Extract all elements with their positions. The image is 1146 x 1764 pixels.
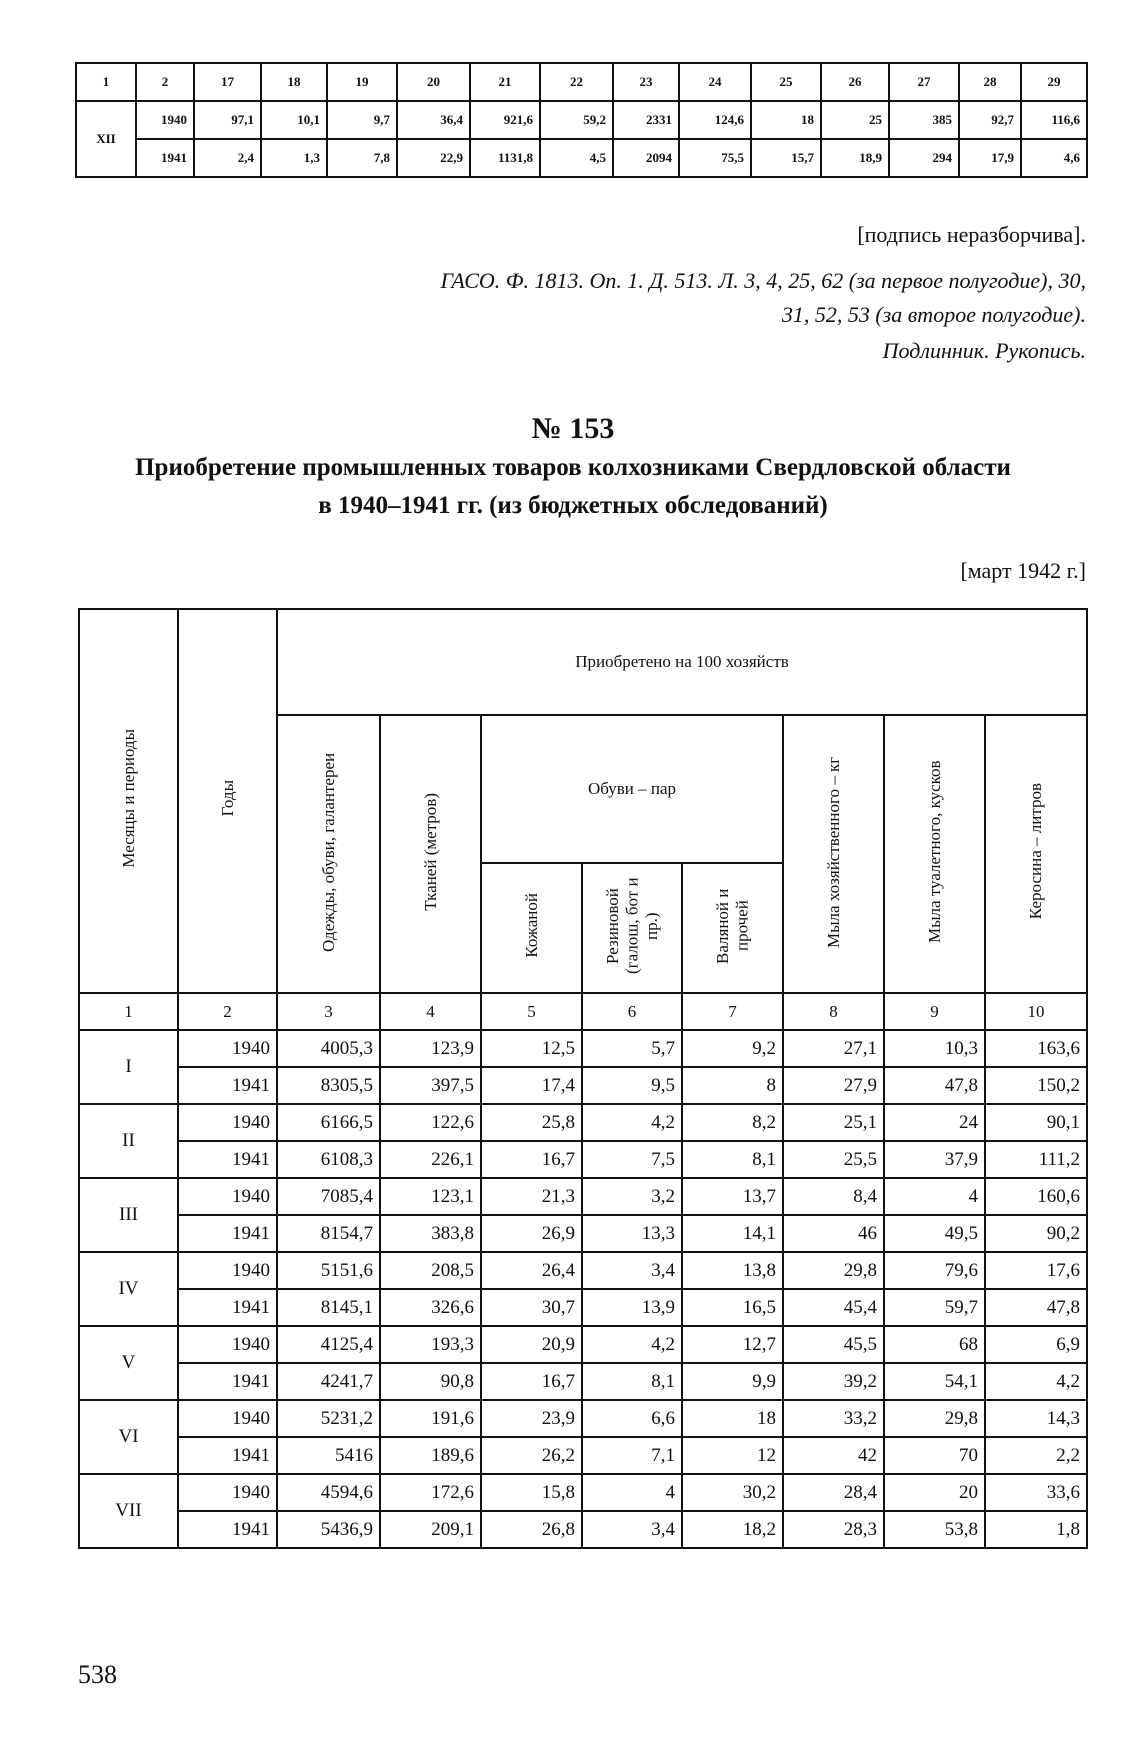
value-cell: 28,3	[783, 1511, 884, 1548]
column-number: 3	[277, 993, 380, 1030]
value-cell: 18	[682, 1400, 783, 1437]
value-cell: 7085,4	[277, 1178, 380, 1215]
value-cell: 18	[751, 101, 821, 139]
value-cell: 17,6	[985, 1252, 1087, 1289]
value-cell: 15,7	[751, 139, 821, 177]
value-cell: 59,7	[884, 1289, 985, 1326]
value-cell: 13,7	[682, 1178, 783, 1215]
header-kerosene: Керосина – литров	[985, 715, 1087, 993]
value-cell: 5,7	[582, 1030, 682, 1067]
value-cell: 2,4	[194, 139, 261, 177]
value-cell: 12	[682, 1437, 783, 1474]
table-row	[79, 1437, 1087, 1474]
table-row	[79, 1104, 1087, 1141]
continued-table	[75, 62, 1088, 178]
column-number: 22	[540, 63, 613, 101]
table-row	[79, 1141, 1087, 1178]
value-cell: 4	[884, 1178, 985, 1215]
value-cell: 1941	[178, 1067, 277, 1104]
value-cell: 4,2	[582, 1104, 682, 1141]
value-cell: 9,9	[682, 1363, 783, 1400]
value-cell: 9,2	[682, 1030, 783, 1067]
table-row	[79, 1511, 1087, 1548]
value-cell: 1940	[178, 1252, 277, 1289]
header-years: Годы	[178, 609, 277, 993]
value-cell: 1131,8	[470, 139, 540, 177]
column-number: 28	[959, 63, 1021, 101]
value-cell: 150,2	[985, 1067, 1087, 1104]
value-cell: 4594,6	[277, 1474, 380, 1511]
value-cell: 4125,4	[277, 1326, 380, 1363]
value-cell: 13,9	[582, 1289, 682, 1326]
value-cell: 10,3	[884, 1030, 985, 1067]
month-cell: IV	[79, 1252, 178, 1326]
value-cell: 33,2	[783, 1400, 884, 1437]
value-cell: 15,8	[481, 1474, 582, 1511]
value-cell: 49,5	[884, 1215, 985, 1252]
value-cell: 4,6	[1021, 139, 1087, 177]
value-cell: 26,8	[481, 1511, 582, 1548]
value-cell: 397,5	[380, 1067, 481, 1104]
value-cell: 193,3	[380, 1326, 481, 1363]
value-cell: 21,3	[481, 1178, 582, 1215]
value-cell: 3,4	[582, 1252, 682, 1289]
header-soap-toilet: Мыла туалетного, кусков	[884, 715, 985, 993]
table-row	[79, 1474, 1087, 1511]
value-cell: 59,2	[540, 101, 613, 139]
month-cell: VI	[79, 1400, 178, 1474]
table-row	[76, 139, 1087, 177]
column-number: 4	[380, 993, 481, 1030]
column-number: 9	[884, 993, 985, 1030]
document-number: № 153	[531, 412, 615, 445]
column-number: 5	[481, 993, 582, 1030]
purchases-table	[78, 608, 1088, 1549]
value-cell: 28,4	[783, 1474, 884, 1511]
value-cell: 160,6	[985, 1178, 1087, 1215]
table-row	[79, 1252, 1087, 1289]
value-cell: 29,8	[783, 1252, 884, 1289]
value-cell: 1941	[178, 1363, 277, 1400]
value-cell: 226,1	[380, 1141, 481, 1178]
table-row	[79, 1178, 1087, 1215]
table-row	[79, 1215, 1087, 1252]
value-cell: 16,7	[481, 1141, 582, 1178]
value-cell: 122,6	[380, 1104, 481, 1141]
column-number: 1	[76, 63, 136, 101]
table-row	[79, 1363, 1087, 1400]
value-cell: 54,1	[884, 1363, 985, 1400]
value-cell: 8	[682, 1067, 783, 1104]
value-cell: 294	[889, 139, 959, 177]
value-cell: 25,1	[783, 1104, 884, 1141]
value-cell: 4,2	[582, 1326, 682, 1363]
value-cell: 90,2	[985, 1215, 1087, 1252]
value-cell: 4,5	[540, 139, 613, 177]
value-cell: 53,8	[884, 1511, 985, 1548]
value-cell: 42	[783, 1437, 884, 1474]
column-number: 8	[783, 993, 884, 1030]
value-cell: 20,9	[481, 1326, 582, 1363]
value-cell: 3,4	[582, 1511, 682, 1548]
value-cell: 2331	[613, 101, 679, 139]
source-line-3: Подлинник. Рукопись.	[882, 338, 1086, 363]
value-cell: 46	[783, 1215, 884, 1252]
value-cell: 26,4	[481, 1252, 582, 1289]
value-cell: 1941	[178, 1215, 277, 1252]
value-cell: 97,1	[194, 101, 261, 139]
value-cell: 4241,7	[277, 1363, 380, 1400]
value-cell: 26,9	[481, 1215, 582, 1252]
month-cell: VII	[79, 1474, 178, 1548]
value-cell: 8145,1	[277, 1289, 380, 1326]
value-cell: 25	[821, 101, 889, 139]
value-cell: 23,9	[481, 1400, 582, 1437]
value-cell: 75,5	[679, 139, 751, 177]
document-title-line-2: в 1940–1941 гг. (из бюджетных обследований)	[318, 492, 828, 519]
column-number: 21	[470, 63, 540, 101]
value-cell: 172,6	[380, 1474, 481, 1511]
value-cell: 70	[884, 1437, 985, 1474]
value-cell: 209,1	[380, 1511, 481, 1548]
value-cell: 20	[884, 1474, 985, 1511]
value-cell: 2,2	[985, 1437, 1087, 1474]
value-cell: 7,8	[327, 139, 397, 177]
value-cell: 30,7	[481, 1289, 582, 1326]
value-cell: 25,8	[481, 1104, 582, 1141]
column-number: 1	[79, 993, 178, 1030]
value-cell: 39,2	[783, 1363, 884, 1400]
value-cell: 383,8	[380, 1215, 481, 1252]
header-acquired: Приобретено на 100 хозяйств	[277, 609, 1087, 715]
source-line-1: ГАСО. Ф. 1813. Оп. 1. Д. 513. Л. 3, 4, 25, 62 (за первое полугодие), 30,	[440, 268, 1086, 293]
value-cell: 4	[582, 1474, 682, 1511]
value-cell: 25,5	[783, 1141, 884, 1178]
month-cell: I	[79, 1030, 178, 1104]
value-cell: 9,5	[582, 1067, 682, 1104]
column-number: 17	[194, 63, 261, 101]
signature-note: [подпись неразборчива].	[857, 222, 1086, 247]
column-numbers-row	[79, 993, 1087, 1030]
column-number: 6	[582, 993, 682, 1030]
value-cell: 189,6	[380, 1437, 481, 1474]
header-fabric: Тканей (метров)	[380, 715, 481, 993]
value-cell: 5436,9	[277, 1511, 380, 1548]
value-cell: 6,6	[582, 1400, 682, 1437]
value-cell: 12,7	[682, 1326, 783, 1363]
table-row	[79, 1067, 1087, 1104]
value-cell: 1,8	[985, 1511, 1087, 1548]
column-number: 25	[751, 63, 821, 101]
value-cell: 79,6	[884, 1252, 985, 1289]
value-cell: 1940	[136, 101, 194, 139]
header-soap-household: Мыла хозяйственного – кг	[783, 715, 884, 993]
value-cell: 208,5	[380, 1252, 481, 1289]
value-cell: 921,6	[470, 101, 540, 139]
header-rubber: Резиновой (галош, бот и пр.)	[582, 863, 682, 993]
value-cell: 13,3	[582, 1215, 682, 1252]
value-cell: 124,6	[679, 101, 751, 139]
value-cell: 37,9	[884, 1141, 985, 1178]
month-cell: XII	[76, 101, 136, 177]
value-cell: 18,9	[821, 139, 889, 177]
value-cell: 14,3	[985, 1400, 1087, 1437]
value-cell: 111,2	[985, 1141, 1087, 1178]
value-cell: 30,2	[682, 1474, 783, 1511]
column-number: 27	[889, 63, 959, 101]
table-row	[76, 101, 1087, 139]
column-number: 2	[136, 63, 194, 101]
value-cell: 90,1	[985, 1104, 1087, 1141]
column-number: 24	[679, 63, 751, 101]
value-cell: 7,1	[582, 1437, 682, 1474]
column-number: 29	[1021, 63, 1087, 101]
column-number: 18	[261, 63, 327, 101]
column-number: 26	[821, 63, 889, 101]
value-cell: 191,6	[380, 1400, 481, 1437]
value-cell: 12,5	[481, 1030, 582, 1067]
value-cell: 6166,5	[277, 1104, 380, 1141]
column-number: 20	[397, 63, 470, 101]
header-months: Месяцы и периоды	[79, 609, 178, 993]
value-cell: 8,4	[783, 1178, 884, 1215]
value-cell: 8,1	[682, 1141, 783, 1178]
value-cell: 6108,3	[277, 1141, 380, 1178]
value-cell: 33,6	[985, 1474, 1087, 1511]
value-cell: 8,1	[582, 1363, 682, 1400]
value-cell: 90,8	[380, 1363, 481, 1400]
document-title-line-1: Приобретение промышленных товаров колхозниками Свердловской области	[135, 454, 1011, 481]
value-cell: 24	[884, 1104, 985, 1141]
value-cell: 16,7	[481, 1363, 582, 1400]
column-number: 10	[985, 993, 1087, 1030]
value-cell: 26,2	[481, 1437, 582, 1474]
value-cell: 5231,2	[277, 1400, 380, 1437]
value-cell: 1940	[178, 1400, 277, 1437]
value-cell: 5416	[277, 1437, 380, 1474]
value-cell: 1940	[178, 1178, 277, 1215]
value-cell: 17,4	[481, 1067, 582, 1104]
value-cell: 1940	[178, 1104, 277, 1141]
value-cell: 163,6	[985, 1030, 1087, 1067]
column-number: 23	[613, 63, 679, 101]
value-cell: 116,6	[1021, 101, 1087, 139]
value-cell: 3,2	[582, 1178, 682, 1215]
value-cell: 8305,5	[277, 1067, 380, 1104]
value-cell: 17,9	[959, 139, 1021, 177]
value-cell: 1941	[178, 1289, 277, 1326]
value-cell: 6,9	[985, 1326, 1087, 1363]
value-cell: 45,4	[783, 1289, 884, 1326]
value-cell: 36,4	[397, 101, 470, 139]
header-row	[76, 63, 1087, 101]
value-cell: 1,3	[261, 139, 327, 177]
value-cell: 68	[884, 1326, 985, 1363]
value-cell: 1940	[178, 1474, 277, 1511]
header-shoes: Обуви – пар	[481, 715, 783, 863]
value-cell: 7,5	[582, 1141, 682, 1178]
value-cell: 123,9	[380, 1030, 481, 1067]
value-cell: 9,7	[327, 101, 397, 139]
value-cell: 14,1	[682, 1215, 783, 1252]
value-cell: 8154,7	[277, 1215, 380, 1252]
table-row	[79, 1030, 1087, 1067]
value-cell: 29,8	[884, 1400, 985, 1437]
value-cell: 27,9	[783, 1067, 884, 1104]
value-cell: 385	[889, 101, 959, 139]
value-cell: 2094	[613, 139, 679, 177]
value-cell: 45,5	[783, 1326, 884, 1363]
value-cell: 1941	[178, 1437, 277, 1474]
value-cell: 47,8	[884, 1067, 985, 1104]
value-cell: 10,1	[261, 101, 327, 139]
value-cell: 326,6	[380, 1289, 481, 1326]
table-row	[79, 1400, 1087, 1437]
month-cell: II	[79, 1104, 178, 1178]
source-line-2: 31, 52, 53 (за второе полугодие).	[781, 302, 1086, 327]
table-row	[79, 1289, 1087, 1326]
column-number: 2	[178, 993, 277, 1030]
value-cell: 13,8	[682, 1252, 783, 1289]
value-cell: 92,7	[959, 101, 1021, 139]
column-number: 19	[327, 63, 397, 101]
value-cell: 4,2	[985, 1363, 1087, 1400]
value-cell: 16,5	[682, 1289, 783, 1326]
value-cell: 1940	[178, 1030, 277, 1067]
header-felt: Валяной и прочей	[682, 863, 783, 993]
header-clothes: Одежды, обуви, галантереи	[277, 715, 380, 993]
column-number: 7	[682, 993, 783, 1030]
value-cell: 47,8	[985, 1289, 1087, 1326]
month-cell: V	[79, 1326, 178, 1400]
value-cell: 27,1	[783, 1030, 884, 1067]
page-number: 538	[78, 1660, 117, 1689]
value-cell: 8,2	[682, 1104, 783, 1141]
document-date: [март 1942 г.]	[960, 558, 1086, 583]
header-leather: Кожаной	[481, 863, 582, 993]
value-cell: 1941	[178, 1141, 277, 1178]
value-cell: 4005,3	[277, 1030, 380, 1067]
value-cell: 123,1	[380, 1178, 481, 1215]
value-cell: 22,9	[397, 139, 470, 177]
value-cell: 1941	[178, 1511, 277, 1548]
value-cell: 1940	[178, 1326, 277, 1363]
value-cell: 5151,6	[277, 1252, 380, 1289]
value-cell: 1941	[136, 139, 194, 177]
month-cell: III	[79, 1178, 178, 1252]
value-cell: 18,2	[682, 1511, 783, 1548]
table-row	[79, 1326, 1087, 1363]
